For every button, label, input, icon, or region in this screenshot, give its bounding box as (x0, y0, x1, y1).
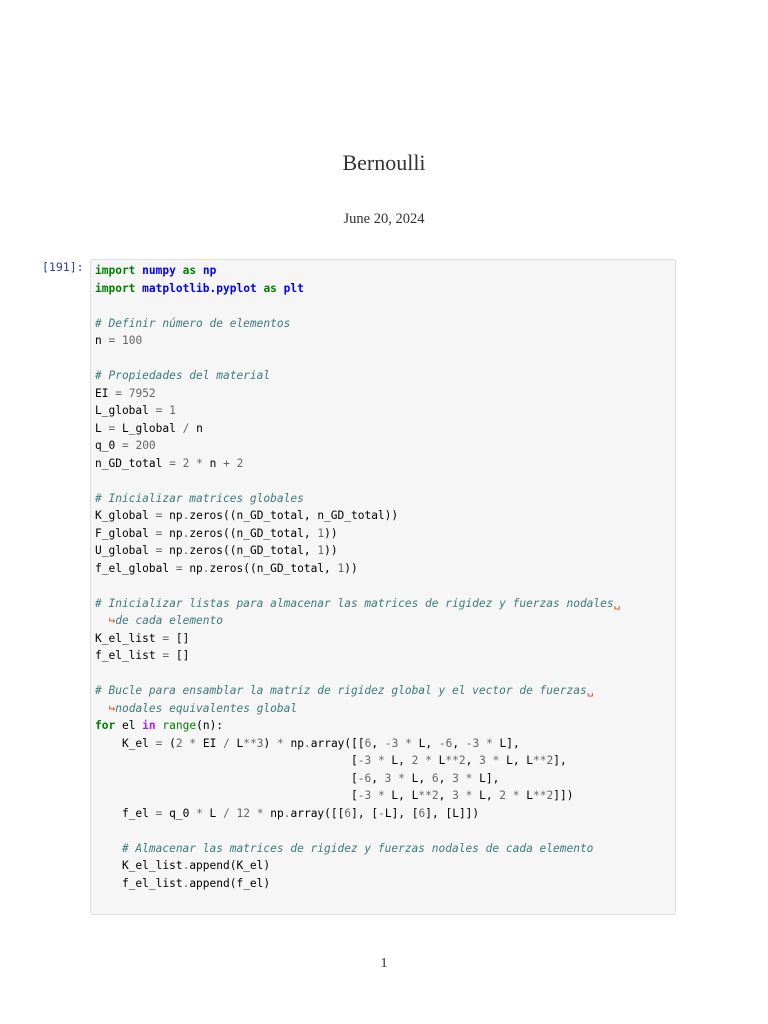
code-comment: # Inicializar listas para almacenar las matrices de rigidez y fuerzas nodales␣ (95, 596, 621, 610)
code-line: EI = 7952 (95, 386, 156, 400)
code-comment: # Propiedades del material (95, 369, 271, 382)
code-line: F_global = np.zeros((n_GD_total, 1)) (95, 526, 338, 540)
code-line: [-6, 3 * L, 6, 3 * L], (95, 771, 500, 785)
code-block (95, 262, 620, 892)
code-line: n = 100 (95, 334, 143, 347)
code-line: f_el_list.append(f_el) (95, 876, 271, 890)
code-line: [-3 * L, 2 * L**2, 3 * L, L**2], (95, 754, 567, 767)
code-line: K_el_list = [] (95, 631, 190, 645)
code-line: f_el = q_0 * L / 12 * np.array([[6], [-L], [6], [L]]) (95, 806, 480, 820)
code-line: K_el_list.append(K_el) (95, 859, 271, 872)
code-comment: # Inicializar matrices globales (95, 491, 304, 505)
code-comment: # Definir número de elementos (95, 316, 291, 330)
code-comment-continuation: ↪nodales equivalentes global (108, 701, 298, 715)
code-line: n_GD_total = 2 * n + 2 (95, 456, 244, 470)
code-line: f_el_global = np.zeros((n_GD_total, 1)) (95, 561, 358, 575)
code-comment: # Almacenar las matrices de rigidez y fuerzas nodales de cada elemento (95, 841, 594, 855)
code-line: [-3 * L, L**2, 3 * L, 2 * L**2]]) (95, 789, 574, 802)
code-line: K_el = (2 * EI / L**3) * np.array([[6, -3 * L, -6, -3 * L], (95, 736, 520, 750)
cell-execution-prompt: [191]: (42, 260, 84, 274)
code-line: U_global = np.zeros((n_GD_total, 1)) (95, 544, 338, 557)
code-line: import numpy as np (95, 264, 217, 277)
code-line: L = L_global / n (95, 421, 203, 435)
code-comment: # Bucle para ensamblar la matriz de rigidez global y el vector de fuerzas␣ (95, 684, 594, 697)
code-line: K_global = np.zeros((n_GD_total, n_GD_total)) (95, 509, 399, 522)
code-line: L_global = 1 (95, 404, 176, 417)
document-date: June 20, 2024 (343, 211, 425, 227)
code-cell (90, 259, 676, 915)
code-line: f_el_list = [] (95, 649, 190, 662)
code-line: import matplotlib.pyplot as plt (95, 281, 304, 295)
page-number: 1 (380, 956, 388, 971)
code-line: q_0 = 200 (95, 439, 156, 452)
code-line: for el in range(n): (95, 719, 224, 732)
code-comment-continuation: ↪de cada elemento (108, 614, 224, 627)
document-title: Bernoulli (342, 150, 426, 175)
